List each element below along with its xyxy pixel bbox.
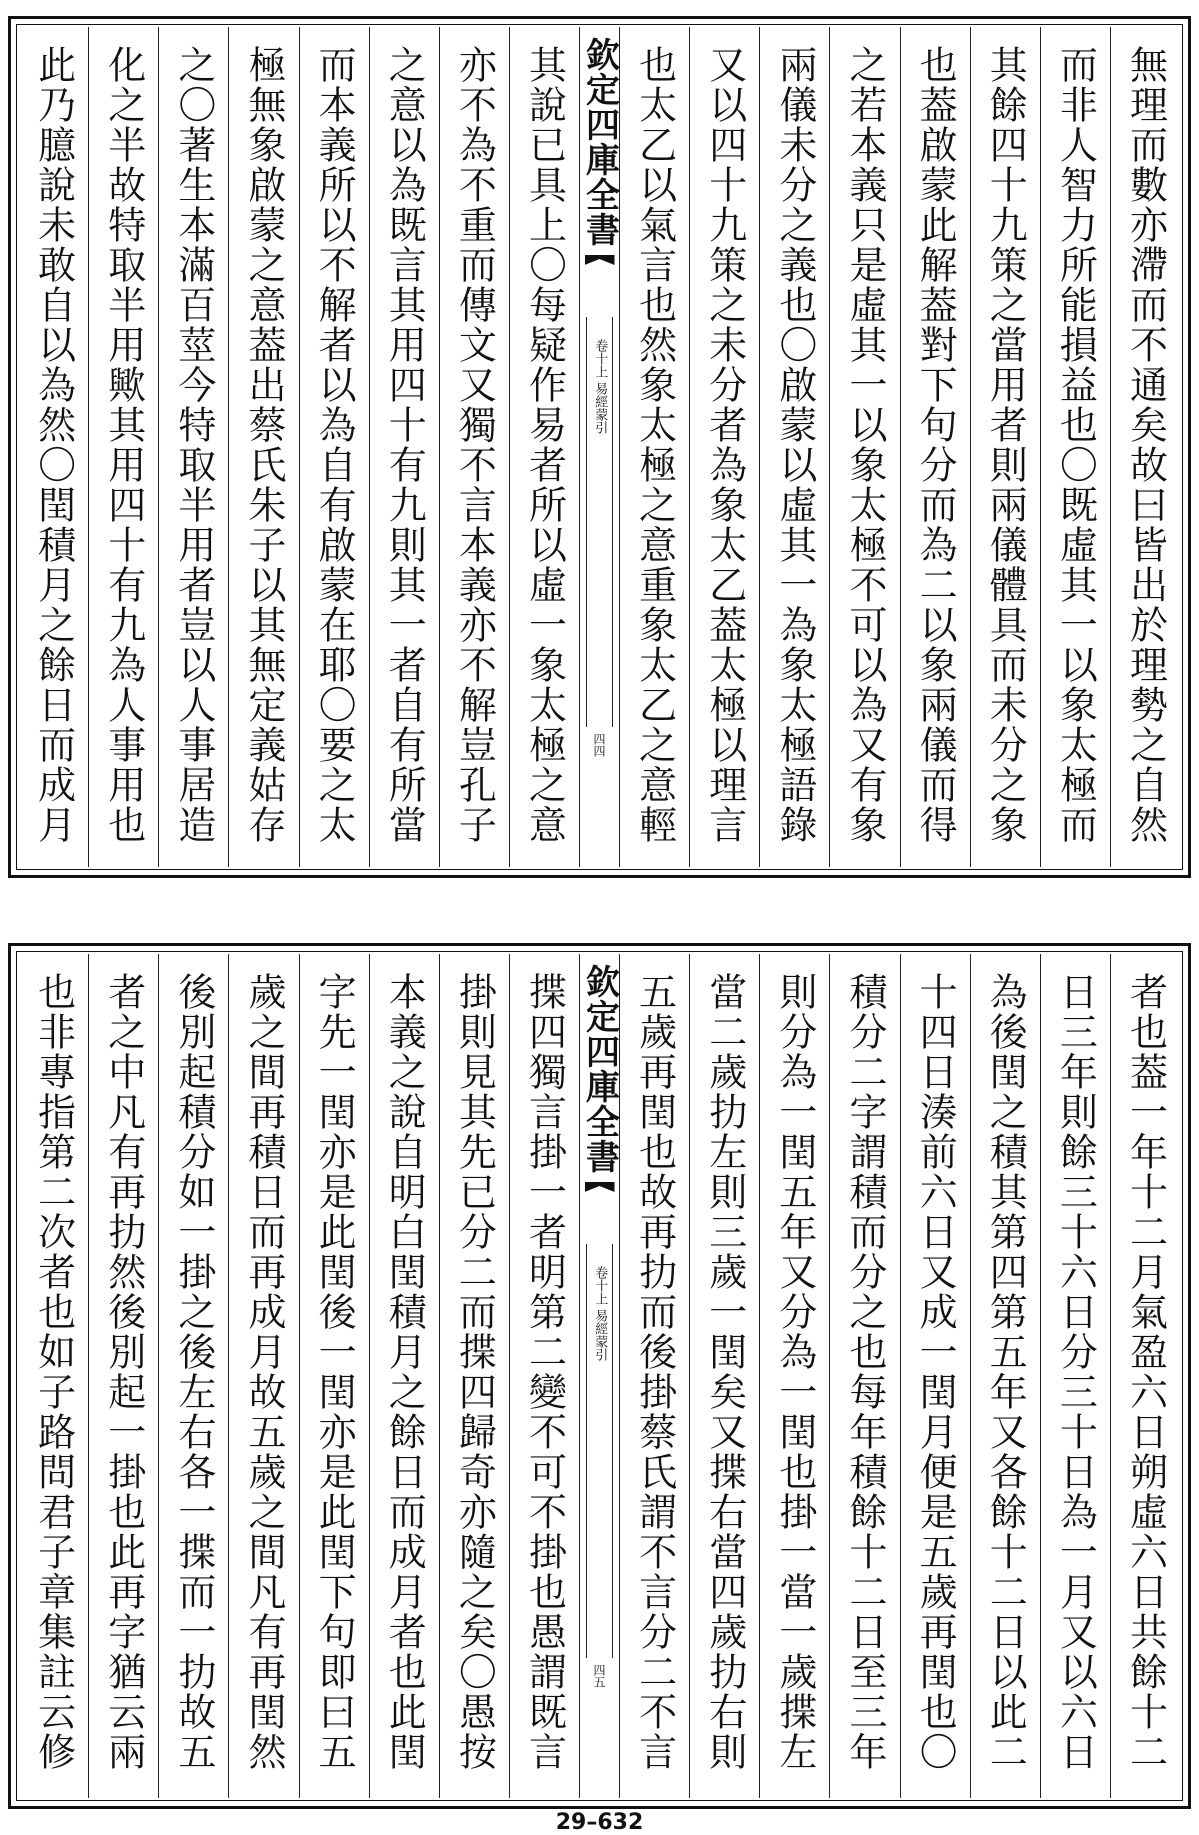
center-fold xyxy=(579,27,619,867)
column-text: 也非專指第二次者也如子路問君子章集註云修 xyxy=(31,972,76,1772)
column-text: 又以四十九策之未分者為象太乙葢太極以理言 xyxy=(702,45,747,845)
column-text: 而非人智力所能損益也〇既虛其一以象太極而 xyxy=(1053,45,1098,845)
column-text: 則分為一閏五年又分為一閏也掛一當一歲揲左 xyxy=(772,972,817,1772)
text-column xyxy=(299,27,369,867)
text-column xyxy=(759,954,829,1798)
column-text: 者之中凡有再扐然後別起一掛也此再字猶云兩 xyxy=(101,972,146,1772)
column-text: 五歲再閏也故再扐而後掛蔡氏謂不言分二不言 xyxy=(632,972,677,1772)
text-columns-lower xyxy=(19,954,1180,1798)
volume-label: 卷十上 xyxy=(592,1266,608,1305)
text-column xyxy=(158,954,228,1798)
text-column xyxy=(970,27,1040,867)
text-column xyxy=(900,27,970,867)
column-text: 為後閏之積其第四第五年又各餘十二日以此二 xyxy=(983,972,1028,1772)
text-column xyxy=(619,27,689,867)
text-column xyxy=(228,954,298,1798)
fold-title: 欽定四庫全書 xyxy=(579,37,620,247)
text-column xyxy=(88,27,158,867)
fold-lines xyxy=(586,317,613,727)
text-column xyxy=(369,954,439,1798)
text-column xyxy=(1040,27,1110,867)
column-text: 揲四獨言掛一者明第二變不可不掛也愚謂既言 xyxy=(522,972,567,1772)
column-text: 字先一閏亦是此閏後一閏亦是此閏下句即曰五 xyxy=(312,972,357,1772)
column-text: 者也葢一年十二月氣盈六日朔虛六日共餘十二 xyxy=(1123,972,1168,1772)
page-upper xyxy=(8,16,1191,878)
fishtail-mark-icon xyxy=(585,255,615,269)
column-text: 掛則見其先已分二而揲四歸奇亦隨之矣〇愚按 xyxy=(452,972,497,1772)
fishtail-mark-icon xyxy=(585,1182,615,1196)
column-text: 歲之間再積日而再成月故五歲之間凡有再閏然 xyxy=(241,972,286,1772)
column-text: 十四日湊前六日又成一閏月便是五歲再閏也〇 xyxy=(913,972,958,1772)
text-column xyxy=(369,27,439,867)
text-column xyxy=(509,954,579,1798)
page-lower xyxy=(8,943,1191,1809)
text-column xyxy=(689,27,759,867)
text-column xyxy=(829,27,899,867)
column-text: 其餘四十九策之當用者則兩儀體具而未分之象 xyxy=(983,45,1028,845)
text-column xyxy=(439,27,509,867)
column-text: 之〇著生本滿百莖今特取半用者豈以人事居造 xyxy=(171,45,216,845)
column-text: 其說已具上〇每疑作易者所以虛一象太極之意 xyxy=(522,45,567,845)
volume-label: 卷十上 xyxy=(592,339,608,378)
text-column xyxy=(619,954,689,1798)
column-text: 日三年則餘三十六日分三十日為一月又以六日 xyxy=(1053,972,1098,1772)
column-text: 極無象啟蒙之意葢出蔡氏朱子以其無定義姑存 xyxy=(241,45,286,845)
column-text: 也太乙以氣言也然象太極之意重象太乙之意輕 xyxy=(632,45,677,845)
text-column xyxy=(759,27,829,867)
text-column xyxy=(509,27,579,867)
text-column xyxy=(689,954,759,1798)
text-columns-upper xyxy=(19,27,1180,867)
volume-page-number: 29–632 xyxy=(555,1810,644,1835)
text-column xyxy=(88,954,158,1798)
text-column xyxy=(1110,954,1180,1798)
text-column xyxy=(228,27,298,867)
text-column xyxy=(19,954,88,1798)
fold-lines xyxy=(586,1244,613,1658)
column-text: 本義之說自明白閏積月之餘日而成月者也此閏 xyxy=(382,972,427,1772)
column-text: 積分二字謂積而分之也每年積餘十二日至三年 xyxy=(842,972,887,1772)
column-text: 亦不為不重而傳文又獨不言本義亦不解豈孔子 xyxy=(452,45,497,845)
column-text: 兩儀未分之義也〇啟蒙以虛其一為象太極語錄 xyxy=(772,45,817,845)
column-text: 而本義所以不解者以為自有啟蒙在耶〇要之太 xyxy=(312,45,357,845)
column-text: 之若本義只是虛其一以象太極不可以為又有象 xyxy=(842,45,887,845)
text-column xyxy=(439,954,509,1798)
text-column xyxy=(299,954,369,1798)
text-column xyxy=(1110,27,1180,867)
text-column xyxy=(19,27,88,867)
text-column xyxy=(1040,954,1110,1798)
text-column xyxy=(829,954,899,1798)
text-column xyxy=(900,954,970,1798)
column-text: 無理而數亦滯而不通矣故曰皆出於理勢之自然 xyxy=(1123,45,1168,845)
column-text: 之意以為既言其用四十有九則其一者自有所當 xyxy=(382,45,427,845)
column-text: 化之半故特取半用歟其用四十有九為人事用也 xyxy=(101,45,146,845)
column-text: 後別起積分如一掛之後左右各一揲而一扐故五 xyxy=(171,972,216,1772)
folio-number: 四五 xyxy=(592,1664,606,1688)
folio-number: 四四 xyxy=(592,733,606,757)
column-text: 當二歲扐左則三歲一閏矣又揲右當四歲扐右則 xyxy=(702,972,747,1772)
center-fold xyxy=(579,954,619,1798)
text-column xyxy=(970,954,1040,1798)
book-title: 易經蒙引 xyxy=(592,382,608,434)
column-text: 此乃臆說未敢自以為然〇閏積月之餘日而成月 xyxy=(31,45,76,845)
fold-title: 欽定四庫全書 xyxy=(579,964,620,1174)
book-title: 易經蒙引 xyxy=(592,1309,608,1361)
column-text: 也葢啟蒙此解葢對下句分而為二以象兩儀而得 xyxy=(913,45,958,845)
text-column xyxy=(158,27,228,867)
